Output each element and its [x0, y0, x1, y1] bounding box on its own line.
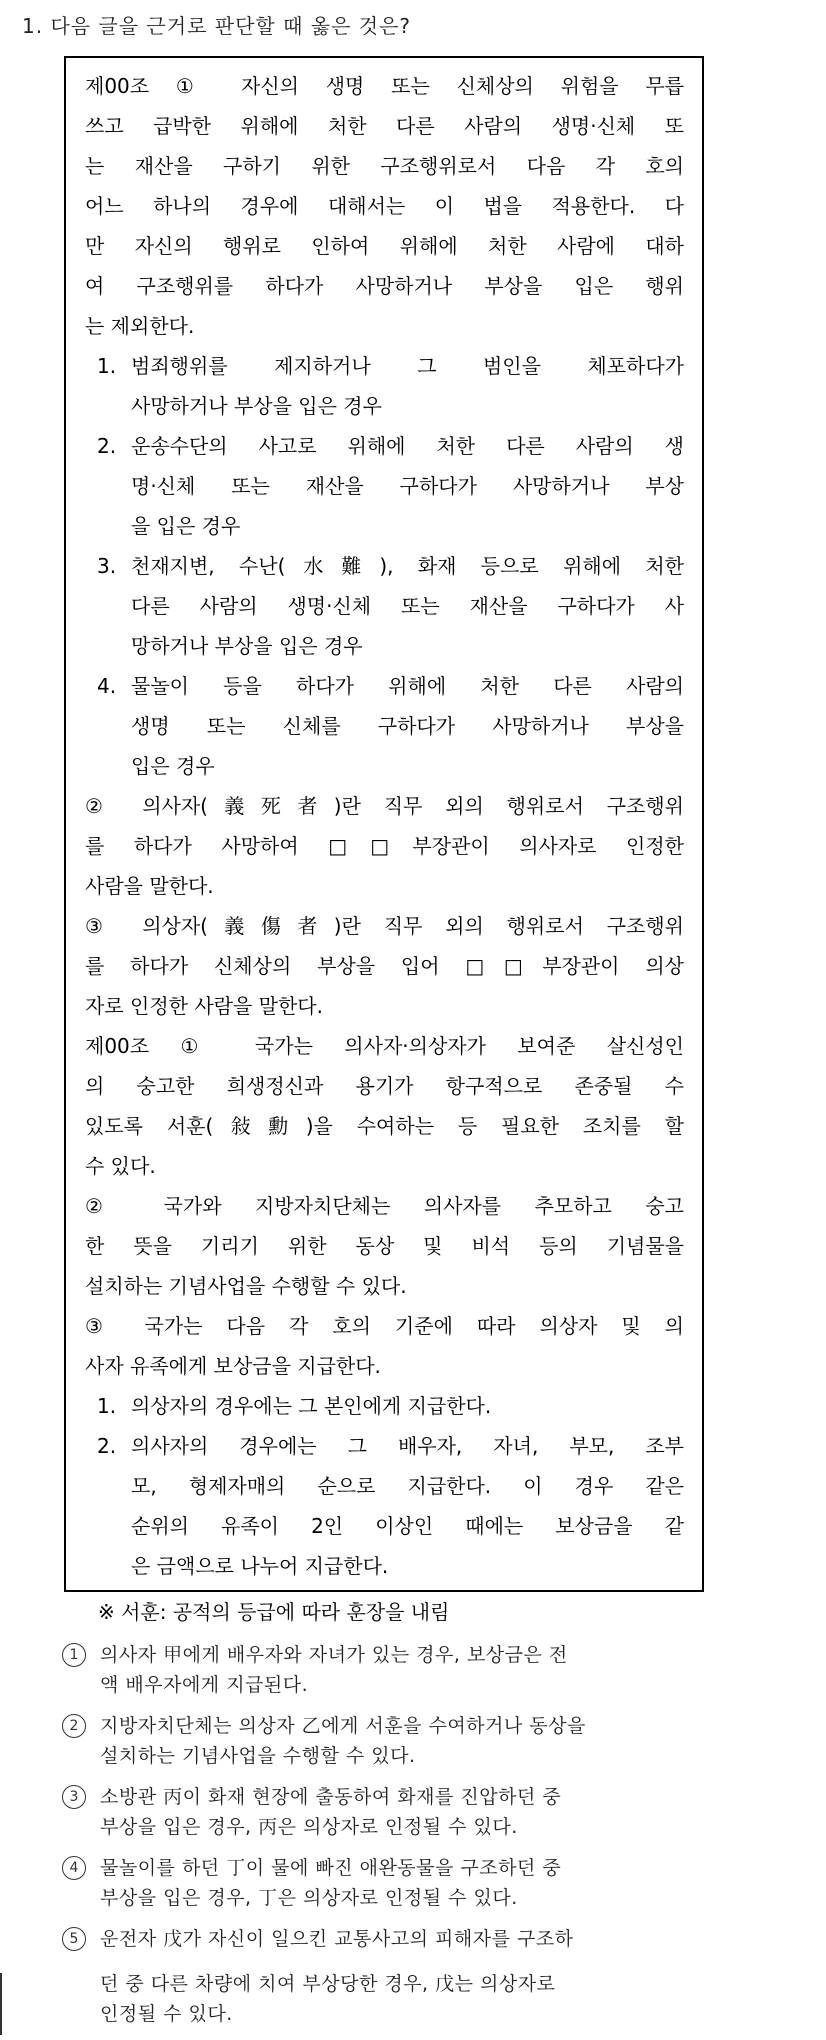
line-text: 은 금액으로 나누어 지급한다.	[131, 1554, 389, 1578]
line-text: 사망하거나 부상을 입은 경우	[131, 394, 382, 418]
line-text: 의 숭고한 희생정신과 용기가 항구적으로 존중될 수	[85, 1074, 684, 1098]
passage-item-line	[85, 1506, 684, 1546]
answer-option-5[interactable]	[0, 1924, 826, 2029]
option-line: 지방자치단체는 의상자 乙에게 서훈을 수여하거나 동상을	[100, 1715, 586, 1737]
answer-options	[0, 1640, 826, 2040]
line-text: 모, 형제자매의 순으로 지급한다. 이 경우 같은	[131, 1474, 684, 1498]
passage-line	[85, 106, 684, 146]
answer-option-4[interactable]	[0, 1853, 826, 1913]
passage-line	[85, 1186, 684, 1226]
passage-line	[85, 66, 684, 106]
line-text: 는 제외한다.	[85, 314, 195, 338]
option-number-circle: 1	[62, 1643, 86, 1667]
line-text: 는 재산을 구하기 위한 구조행위로서 다음 각 호의	[85, 154, 684, 178]
line-text: 운송수단의 사고로 위해에 처한 다른 사람의 생	[131, 434, 684, 458]
passage-item-line	[85, 746, 684, 786]
passage-item-line	[85, 706, 684, 746]
option-line: 운전자 戊가 자신이 일으킨 교통사고의 피해자를 구조하	[100, 1928, 574, 1950]
passage-item-line	[85, 546, 684, 586]
passage-line	[85, 786, 684, 826]
line-text: 의사자의 경우에는 그 배우자, 자녀, 부모, 조부	[131, 1434, 684, 1458]
line-text: 생명 또는 신체를 구하다가 사망하거나 부상을	[131, 714, 684, 738]
line-text: 사자 유족에게 보상금을 지급한다.	[85, 1354, 381, 1378]
option-line: 물놀이를 하던 丁이 물에 빠진 애완동물을 구조하던 중	[100, 1857, 562, 1879]
passage-line	[85, 1226, 684, 1266]
passage-item-line	[85, 626, 684, 666]
passage-line	[85, 266, 684, 306]
passage-item-line	[85, 466, 684, 506]
passage-line	[85, 186, 684, 226]
passage-line	[85, 1146, 684, 1186]
passage-line	[85, 986, 684, 1026]
option-number-circle: 2	[62, 1714, 86, 1738]
passage-item-line	[85, 666, 684, 706]
option-number-circle: 3	[62, 1785, 86, 1809]
line-text: 여 구조행위를 하다가 사망하거나 부상을 입은 행위	[85, 274, 684, 298]
line-text: 사람을 말한다.	[85, 874, 214, 898]
passage-box	[64, 56, 704, 1592]
passage-item-line	[85, 1546, 684, 1586]
line-text: 의상자의 경우에는 그 본인에게 지급한다.	[131, 1394, 492, 1418]
line-text: 다른 사람의 생명·신체 또는 재산을 구하다가 사	[131, 594, 684, 618]
line-text: 입은 경우	[131, 754, 215, 778]
line-text: 순위의 유족이 2인 이상인 때에는 보상금을 같	[131, 1514, 684, 1538]
line-text: 범죄행위를 제지하거나 그 범인을 체포하다가	[131, 354, 684, 378]
passage-line	[85, 1346, 684, 1386]
passage-line	[85, 826, 684, 866]
option-line: 소방관 丙이 화재 현장에 출동하여 화재를 진압하던 중	[100, 1786, 562, 1808]
margin-bar	[0, 1973, 2, 2035]
line-text: 물놀이 등을 하다가 위해에 처한 다른 사람의	[131, 674, 684, 698]
option-line: 설치하는 기념사업을 수행할 수 있다.	[100, 1745, 416, 1767]
passage-line	[85, 146, 684, 186]
line-text: 자로 인정한 사람을 말한다.	[85, 994, 323, 1018]
passage-line	[85, 306, 684, 346]
line-text: 설치하는 기념사업을 수행할 수 있다.	[85, 1274, 407, 1298]
line-text: 제00조 ① 자신의 생명 또는 신체상의 위험을 무릅	[85, 74, 684, 98]
item-number: 1.	[97, 1394, 117, 1418]
passage-line	[85, 1266, 684, 1306]
item-number: 1.	[97, 354, 117, 378]
option-line: 부상을 입은 경우, 丁은 의상자로 인정될 수 있다.	[100, 1887, 518, 1909]
item-number: 2.	[97, 1434, 117, 1458]
passage-item-line	[85, 386, 684, 426]
passage-line	[85, 1306, 684, 1346]
line-text: ② 의사자(義死者)란 직무 외의 행위로서 구조행위	[85, 794, 684, 818]
item-number: 2.	[97, 434, 117, 458]
option-line: 액 배우자에게 지급된다.	[100, 1674, 309, 1696]
option-line: 인정될 수 있다.	[100, 2003, 233, 2025]
line-text: 어느 하나의 경우에 대해서는 이 법을 적용한다. 다	[85, 194, 684, 218]
line-text: 수 있다.	[85, 1154, 156, 1178]
line-text: 명·신체 또는 재산을 구하다가 사망하거나 부상	[131, 474, 684, 498]
item-number: 3.	[97, 554, 117, 578]
footnote: ※ 서훈: 공적의 등급에 따라 훈장을 내림	[98, 1600, 450, 1624]
line-text: 쓰고 급박한 위해에 처한 다른 사람의 생명·신체 또	[85, 114, 684, 138]
passage-item-line	[85, 586, 684, 626]
line-text: 한 뜻을 기리기 위한 동상 및 비석 등의 기념물을	[85, 1234, 684, 1258]
line-text: ③ 국가는 다음 각 호의 기준에 따라 의상자 및 의	[85, 1314, 684, 1338]
answer-option-2[interactable]	[0, 1711, 826, 1771]
line-text: 를 하다가 신체상의 부상을 입어 □□부장관이 의상	[85, 954, 684, 978]
line-text: ② 국가와 지방자치단체는 의사자를 추모하고 숭고	[85, 1194, 684, 1218]
passage-item-line	[85, 426, 684, 466]
item-number: 4.	[97, 674, 117, 698]
passage-line	[85, 906, 684, 946]
passage-line	[85, 866, 684, 906]
line-text: 있도록 서훈(敍勳)을 수여하는 등 필요한 조치를 할	[85, 1114, 684, 1138]
answer-option-3[interactable]	[0, 1782, 826, 1842]
line-text: 제00조 ① 국가는 의사자·의상자가 보여준 살신성인	[85, 1034, 684, 1058]
passage-item-line	[85, 1386, 684, 1426]
line-text: 를 하다가 사망하여 □□부장관이 의사자로 인정한	[85, 834, 684, 858]
option-number-circle: 4	[62, 1856, 86, 1880]
line-text: 망하거나 부상을 입은 경우	[131, 634, 363, 658]
option-line: 부상을 입은 경우, 丙은 의상자로 인정될 수 있다.	[100, 1816, 518, 1838]
line-text: 만 자신의 행위로 인하여 위해에 처한 사람에 대하	[85, 234, 684, 258]
passage-item-line	[85, 1426, 684, 1466]
passage-line	[85, 1106, 684, 1146]
answer-option-1[interactable]	[0, 1640, 826, 1700]
option-line: 던 중 다른 차량에 치여 부상당한 경우, 戊는 의상자로	[100, 1973, 556, 1995]
passage-line	[85, 946, 684, 986]
question-title: 1. 다음 글을 근거로 판단할 때 옳은 것은?	[22, 14, 411, 38]
option-number-circle: 5	[62, 1927, 86, 1951]
passage-line	[85, 226, 684, 266]
passage-item-line	[85, 506, 684, 546]
passage-line	[85, 1026, 684, 1066]
passage-line	[85, 1066, 684, 1106]
line-text: 을 입은 경우	[131, 514, 241, 538]
passage-item-line	[85, 346, 684, 386]
option-line: 의사자 甲에게 배우자와 자녀가 있는 경우, 보상금은 전	[100, 1644, 568, 1666]
line-text: ③ 의상자(義傷者)란 직무 외의 행위로서 구조행위	[85, 914, 684, 938]
line-text: 천재지변, 수난(水難), 화재 등으로 위해에 처한	[131, 554, 684, 578]
passage-item-line	[85, 1466, 684, 1506]
